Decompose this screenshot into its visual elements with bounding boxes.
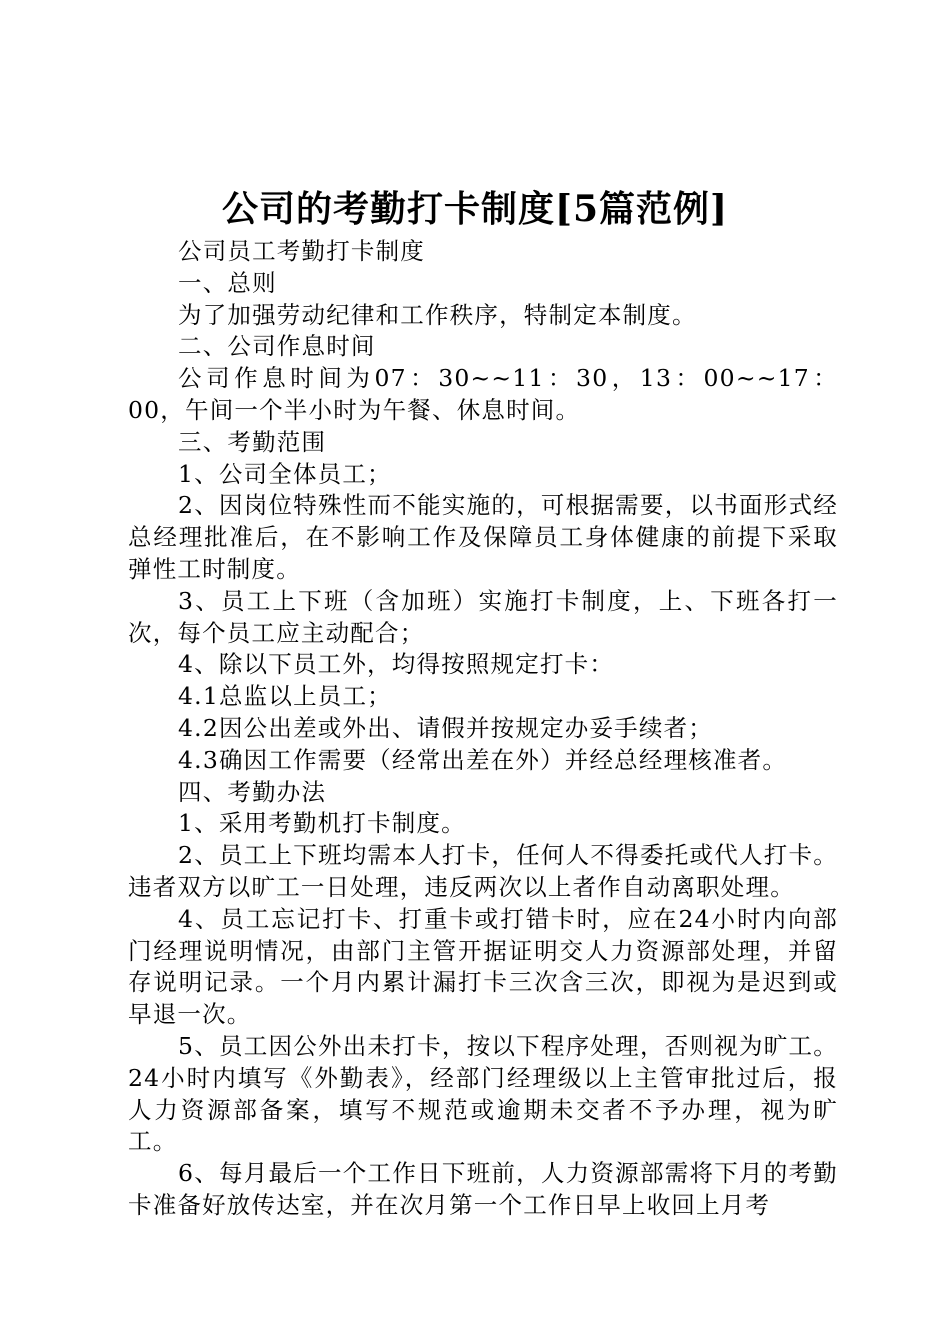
paragraph: 公司作息时间为07：30~~11：30，13：00~~17：00，午间一个半小时为午餐、休息时间。 <box>128 364 838 424</box>
sub-list-item: 4.1总监以上员工； <box>178 682 392 711</box>
document-body <box>128 236 838 1222</box>
list-item: 4、除以下员工外，均得按照规定打卡： <box>178 650 615 679</box>
list-item: 5、员工因公外出未打卡，按以下程序处理，否则视为旷工。24小时内填写《外勤表》，经部门经理级以上主管审批过后，报人力资源部备案，填写不规范或逾期未交者不予办理，视为旷工。 <box>128 1031 838 1156</box>
list-item: 6、每月最后一个工作日下班前，人力资源部需将下月的考勤卡准备好放传达室，并在次月第一个工作日早上收回上月考 <box>128 1159 838 1219</box>
list-item: 4、员工忘记打卡、打重卡或打错卡时，应在24小时内向部门经理说明情况，由部门主管开据证明交人力资源部处理，并留存说明记录。一个月内累计漏打卡三次含三次，即视为是迟到或早退一次。 <box>128 904 838 1029</box>
paragraph-heading: 公司员工考勤打卡制度 <box>178 237 425 265</box>
section-heading-scope: 三、考勤范围 <box>178 427 327 456</box>
sub-list-item: 4.2因公出差或外出、请假并按规定办妥手续者； <box>178 713 713 742</box>
section-heading-method: 四、考勤办法 <box>178 777 327 806</box>
document-title: 公司的考勤打卡制度[5篇范例] <box>221 188 729 230</box>
list-item: 1、公司全体员工； <box>178 459 392 488</box>
paragraph: 为了加强劳动纪律和工作秩序，特制定本制度。 <box>178 300 697 329</box>
section-heading-hours: 二、公司作息时间 <box>178 332 376 361</box>
list-item: 3、员工上下班（含加班）实施打卡制度，上、下班各打一次，每个员工应主动配合； <box>128 586 838 647</box>
list-item: 1、采用考勤机打卡制度。 <box>178 809 466 838</box>
list-item: 2、员工上下班均需本人打卡，任何人不得委托或代人打卡。违者双方以旷工一日处理，违反两次以上者作自动离职处理。 <box>128 841 838 901</box>
list-item: 2、因岗位特殊性而不能实施的，可根据需要，以书面形式经总经理批准后，在不影响工作及保障员工身体健康的前提下采取弹性工时制度。 <box>128 491 838 583</box>
sub-list-item: 4.3确因工作需要（经常出差在外）并经总经理核准者。 <box>178 745 788 774</box>
section-heading-general: 一、总则 <box>178 268 277 297</box>
